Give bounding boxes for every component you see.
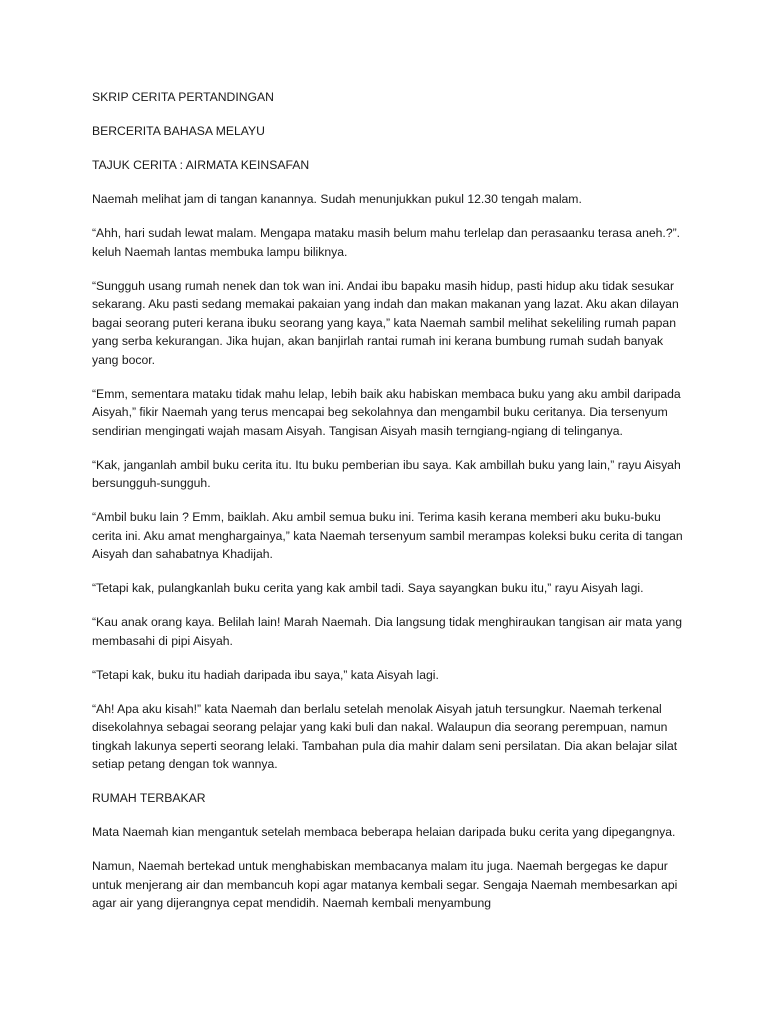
story-paragraph: Mata Naemah kian mengantuk setelah membaca beberapa helaian daripada buku cerita yang dipegangnya. <box>92 825 676 839</box>
story-paragraph: “Tetapi kak, buku itu hadiah daripada ibu saya,” kata Aisyah lagi. <box>92 667 439 682</box>
document-subtitle: BERCERITA BAHASA MELAYU <box>92 124 265 138</box>
story-paragraph: Naemah melihat jam di tangan kanannya. Sudah menunjukkan pukul 12.30 tengah malam. <box>92 192 582 206</box>
story-paragraph: “Tetapi kak, pulangkanlah buku cerita yang kak ambil tadi. Saya sayangkan buku itu,” rayu Aisyah lagi. <box>92 581 644 595</box>
story-paragraph: “Kak, janganlah ambil buku cerita itu. Itu buku pemberian ibu saya. Kak ambillah buku yang lain,” rayu Aisyah bersungguh-sungguh. <box>92 457 681 490</box>
story-paragraph: “Ah! Apa aku kisah!” kata Naemah dan berlalu setelah menolak Aisyah jatuh tersungkur. Naemah terkenal disekolahnya sebagai seorang pelajar yang kaki buli dan nakal. Walaupun dia seorang perempuan, namun tingkah lakunya seperti seorang lelaki. Tambahan pula dia mahir dalam seni persilatan. Dia akan belajar silat setiap petang dengan tok wannya. <box>92 701 678 771</box>
story-paragraph: “Ambil buku lain ? Emm, baiklah. Aku ambil semua buku ini. Terima kasih kerana memberi aku buku-buku cerita ini. Aku amat menghargainya,” kata Naemah tersenyum sambil merampas koleksi buku cerita di tangan Aisyah dan sahabatnya Khadijah. <box>92 510 683 561</box>
section-heading: RUMAH TERBAKAR <box>92 791 206 805</box>
story-paragraph: “Ahh, hari sudah lewat malam. Mengapa mataku masih belum mahu terlelap dan perasaanku terasa aneh.?”. keluh Naemah lantas membuka lampu biliknya. <box>92 226 681 259</box>
story-title: TAJUK CERITA : AIRMATA KEINSAFAN <box>92 158 310 172</box>
document-body <box>92 88 684 928</box>
document-title: SKRIP CERITA PERTANDINGAN <box>92 90 274 104</box>
story-paragraph: Namun, Naemah bertekad untuk menghabiskan membacanya malam itu juga. Naemah bergegas ke dapur untuk menjerang air dan membancuh kopi agar matanya kembali segar. Sengaja Naemah membesarkan api agar air yang dijerangnya cepat mendidih. Naemah kembali menyambung <box>92 859 678 910</box>
story-paragraph: “Kau anak orang kaya. Belilah lain! Marah Naemah. Dia langsung tidak menghiraukan tangisan air mata yang membasahi di pipi Aisyah. <box>92 615 683 648</box>
story-paragraph: “Sungguh usang rumah nenek dan tok wan ini. Andai ibu bapaku masih hidup, pasti hidup aku tidak sesukar sekarang. Aku pasti sedang memakai pakaian yang indah dan makan makanan yang lazat. Aku akan dilayan bagai seorang puteri kerana ibuku seorang yang kaya,” kata Naemah sambil melihat sekeliling rumah papan yang serba kekurangan. Jika hujan, akan banjirlah rantai rumah ini kerana bumbung rumah sudah banyak yang bocor. <box>92 278 679 367</box>
story-paragraph: “Emm, sementara mataku tidak mahu lelap, lebih baik aku habiskan membaca buku yang aku ambil daripada Aisyah,” fikir Naemah yang terus mencapai beg sekolahnya dan mengambil buku ceritanya. Dia tersenyum sendirian mengingati wajah masam Aisyah. Tangisan Aisyah masih terngiang-ngiang di telinganya. <box>92 386 681 438</box>
